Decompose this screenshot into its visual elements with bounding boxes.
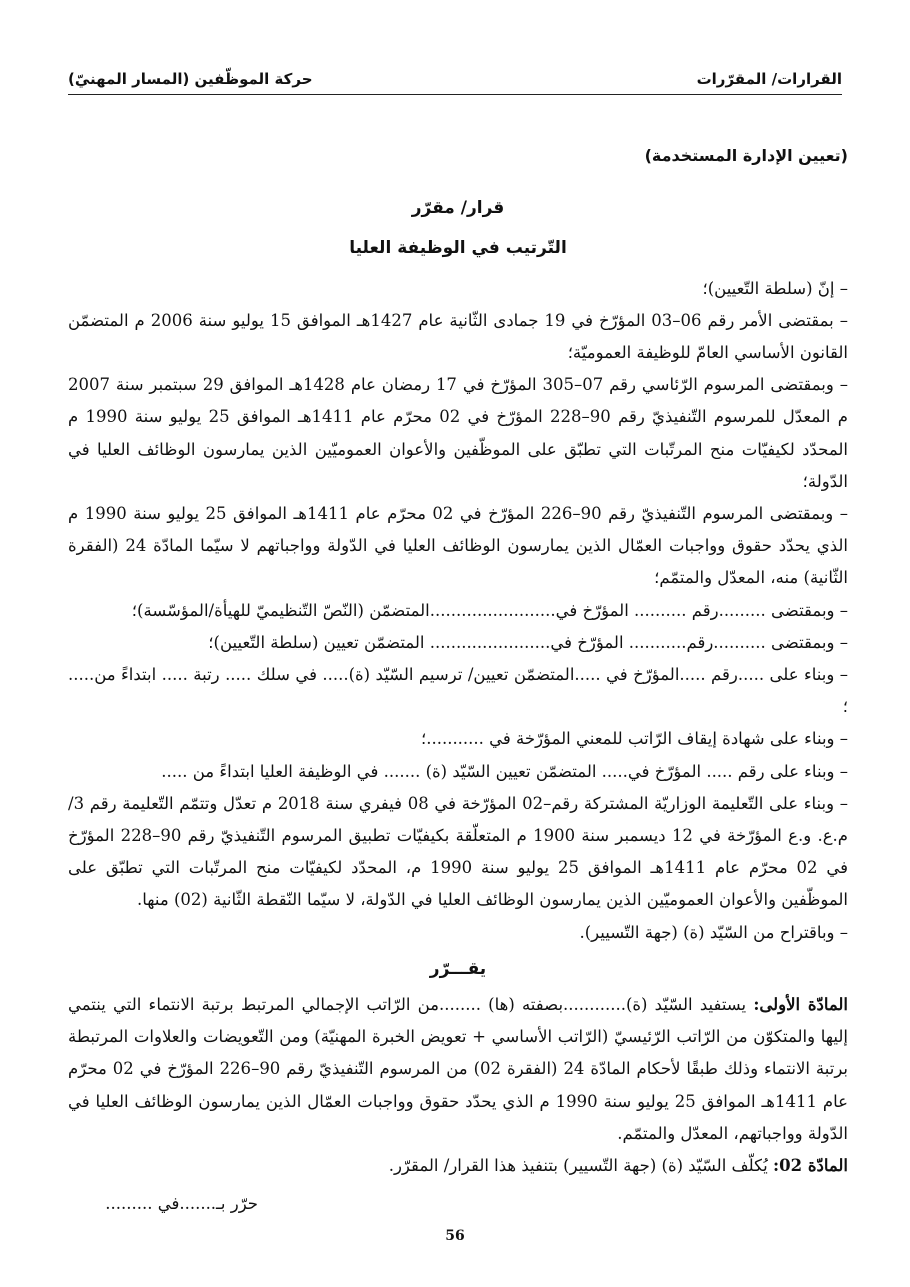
clause-authority: – إنّ (سلطة التّعيين)؛ [702, 278, 848, 298]
page-number: 56 [445, 1228, 465, 1244]
page-header [68, 58, 842, 95]
clause-order-06-03: – بمقتضى الأمر رقم 06–03 المؤرّخ في 19 جمادى الثّانية عام 1427هـ الموافق 15 يوليو سنة 2006 م المتضمّن القانون الأساسي العامّ للوظيفة العموميّة؛ [68, 310, 848, 363]
clause-joint-instruction: – وبناء على التّعليمة الوزاريّة المشتركة رقم–02 المؤرّخة في 08 فيفري سنة 2018 م تعدّل وتتمّم التّعليمة رقم 3/م.ع. و.ع المؤرّخة في 12 ديسمبر سنة 1900 م المتعلّقة بكيفيّات تطبيق المرسوم التّنفيذيّ رقم 90–228 المؤرّخ في 02 محرّم عام 1411هـ الموافق 25 يوليو سنة 1990 م، المحدّد لكيفيّات منح المرتّبات التي تطبّق على الموظّفين والأعوان العموميّين الذين يمارسون الوظائف العليا في الدّولة، لا سيّما النّقطة الثّانية (02) منها. [68, 793, 849, 910]
clause-proposal: – وباقتراح من السّيّد (ة) (جهة التّسيير). [579, 922, 848, 942]
clause-appointment-authority: – وبمقتضى ..........رقم........... المؤرّخ في....................... المتضمّن تعيين (سلطة التّعيين)؛ [208, 632, 848, 652]
header-left-title: حركة الموظّفين (المسار المهنيّ) [68, 70, 313, 88]
admin-label: (تعيين الإدارة المستخدمة) [644, 146, 848, 165]
clause-decree-07-305: – وبمقتضى المرسوم الرّئاسي رقم 07–305 المؤرّخ في 17 رمضان عام 1428هـ الموافق 29 سبتمبر سنة 2007 م المعدّل للمرسوم التّنفيذيّ رقم 90–228 المؤرّخ في 02 محرّم عام 1411هـ الموافق 25 يوليو سنة 1990 م المحدّد لكيفيّات منح المرتّبات التي تطبّق على الموظّفين والأعوان العموميّين الذين يمارسون الوظائف العليا في الدّولة؛ [68, 375, 849, 491]
document-subtitle: التّرتيب في الوظيفة العليا [349, 238, 567, 259]
clause-salary-stop-certificate: – وبناء على شهادة إيقاف الرّاتب للمعني المؤرّخة في ...........؛ [420, 729, 848, 749]
article-2-label: المادّة 02: [773, 1156, 848, 1176]
clause-senior-position: – وبناء على رقم ..... المؤرّخ في..... المتضمّن تعيين السّيّد (ة) ....... في الوظيفة العليا ابتداءً من ..... [161, 761, 848, 781]
clause-decree-90-226: – وبمقتضى المرسوم التّنفيذيّ رقم 90–226 المؤرّخ في 02 محرّم عام 1411هـ الموافق 25 يوليو سنة 1990 م الذي يحدّد حقوق وواجبات العمّال الذين يمارسون الوظائف العليا في الدّولة وواجباتهم لا سيّما المادّة 24 (الفقرة الثّانية) منه، المعدّل والمتمّم؛ [68, 504, 849, 588]
document-body [68, 140, 848, 1221]
article-1-label: المادّة الأولى: [753, 995, 849, 1015]
document-title: قرار/ مقرّر [411, 198, 505, 219]
clause-appointment-tenure: – وبناء على .....رقم .....المؤرّخ في .....المتضمّن تعيين/ ترسيم السّيّد (ة)..... في سلك ..... رتبة ..... ابتداءً من..... ؛ [68, 665, 848, 717]
signoff-line: حرّر بـ.......في ......... [105, 1194, 258, 1214]
article-1-text: يستفيد السّيّد (ة)............بصفته (ها) ........من الرّاتب الإجمالي المرتبط برتبة الانتماء التي ينتمي إليها والمتكوّن من الرّاتب الرّئيسيّ (الرّاتب الأساسي + تعويض الخبرة المهنيّة) ومن التّعويضات والعلاوات المرتبطة برتبة الانتماء وذلك طبقًا لأحكام المادّة 24 (الفقرة 02) من المرسوم التّنفيذيّ رقم 90–226 المؤرّخ في 02 محرّم عام 1411هـ الموافق 25 يوليو سنة 1990 م الذي يحدّد حقوق وواجبات العمّال الذين يمارسون الوظائف العليا في الدّولة وواجباتهم، المعدّل والمتمّم. [68, 995, 849, 1143]
article-1 [68, 989, 848, 1150]
header-right-title: القرارات/ المقرّرات [696, 70, 842, 88]
clause-regulatory-text: – وبمقتضى .........رقم .......... المؤرّخ في........................المتضمّن (النّصّ التّنظيميّ للهيأة/المؤسّسة)؛ [131, 600, 848, 620]
article-2 [68, 1150, 848, 1182]
article-2-text: يُكلّف السّيّد (ة) (جهة التّسيير) بتنفيذ هذا القرار/ المقرّر. [388, 1156, 774, 1176]
decision-heading: يقـــرّر [429, 958, 487, 979]
